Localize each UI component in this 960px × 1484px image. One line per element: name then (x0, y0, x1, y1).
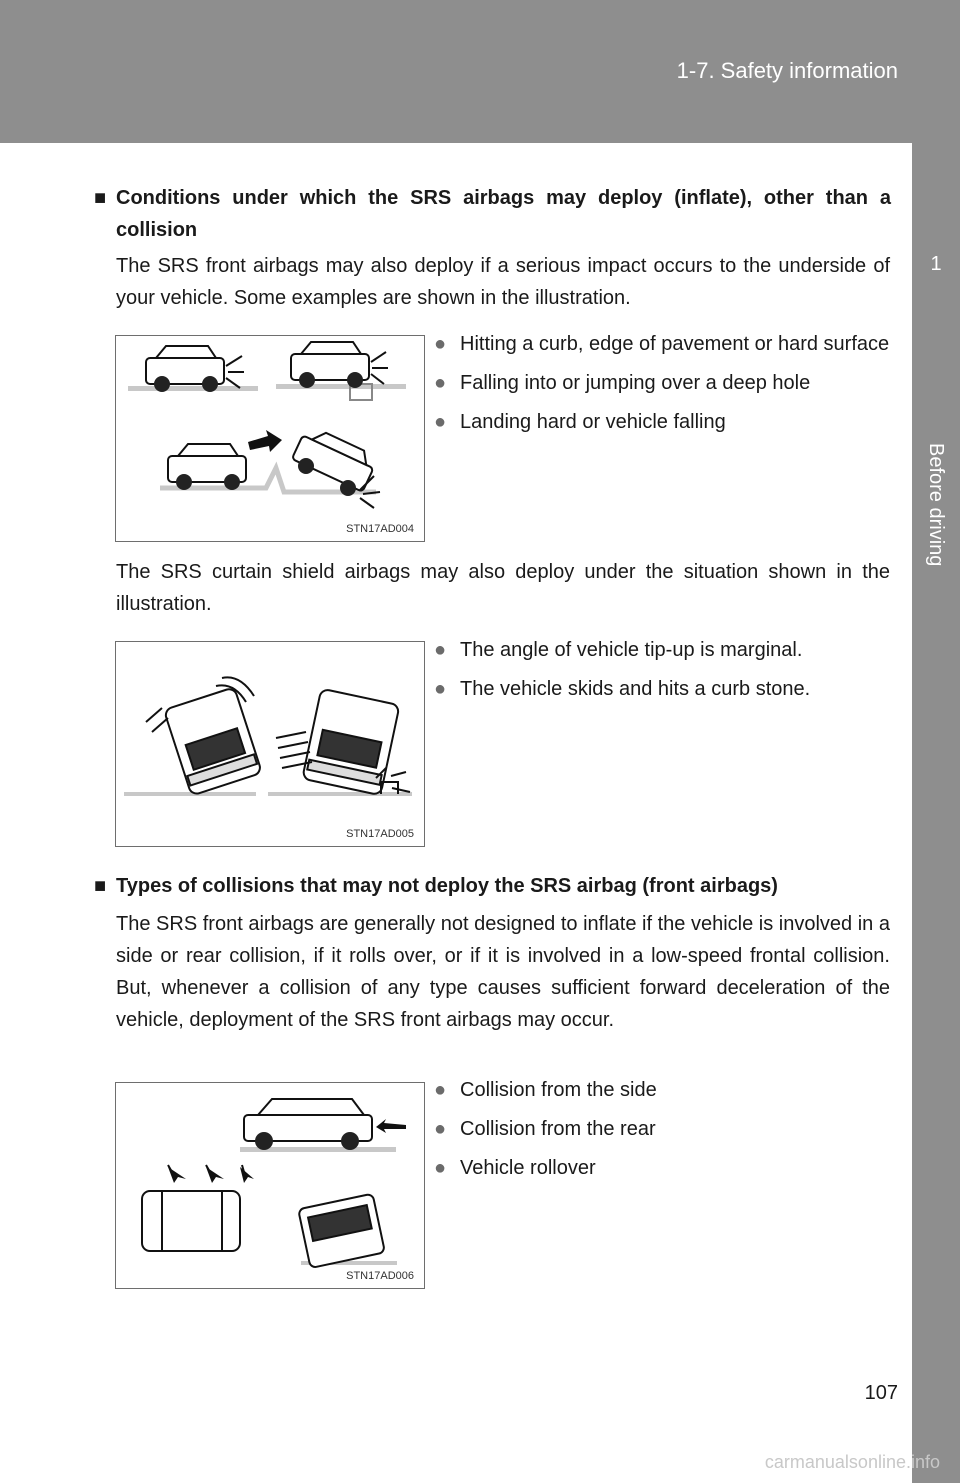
illustration-underside-impacts (115, 335, 425, 542)
suv-impact-drawing (116, 336, 426, 543)
watermark-text: carmanualsonline.info (764, 1452, 940, 1472)
bullet-dot-icon: ● (434, 333, 447, 355)
figure-code: STN17AD006 (346, 1270, 414, 1282)
tip-up-drawing (116, 642, 426, 848)
bullet-dot-icon: ● (434, 1079, 447, 1101)
bullet-list-underside (434, 330, 890, 447)
bullet-dot-icon: ● (434, 1118, 447, 1140)
bullet-dot-icon: ● (434, 1157, 447, 1179)
page-number: 107 (864, 1382, 898, 1404)
list-item: ● Landing hard or vehicle falling (434, 408, 890, 437)
chapter-number: 1 (930, 253, 942, 275)
collision-directions-drawing (116, 1083, 426, 1290)
list-item: ● Collision from the side (434, 1076, 890, 1105)
section-heading-non-deploy (94, 870, 891, 902)
list-item: ● The angle of vehicle tip-up is marginal. (434, 636, 890, 665)
heading-text: Conditions under which the SRS airbags may deploy (inflate), other than a collision (116, 187, 891, 241)
figure-code: STN17AD005 (346, 828, 414, 840)
bullet-dot-icon: ● (434, 678, 447, 700)
chapter-label: Before driving (925, 443, 947, 567)
paragraph-curtain-shield: The SRS curtain shield airbags may also deploy under the situation shown in the illustration. (116, 561, 890, 615)
section-title: 1-7. Safety information (676, 58, 898, 83)
square-bullet-icon: ■ (94, 187, 107, 209)
list-item: ● Hitting a curb, edge of pavement or hard surface (434, 330, 890, 359)
list-item: ● The vehicle skids and hits a curb stone. (434, 675, 890, 704)
figure-code: STN17AD004 (346, 523, 414, 535)
list-item: ● Collision from the rear (434, 1115, 890, 1144)
bullet-dot-icon: ● (434, 639, 447, 661)
list-item: ● Vehicle rollover (434, 1154, 890, 1183)
illustration-tip-up (115, 641, 425, 847)
bullet-list-collision-types (434, 1076, 890, 1193)
square-bullet-icon: ■ (94, 875, 107, 897)
list-item: ● Falling into or jumping over a deep hole (434, 369, 890, 398)
paragraph-underside-impact: The SRS front airbags may also deploy if a serious impact occurs to the underside of your vehicle. Some examples are shown in the illustration. (116, 255, 890, 309)
page-header (0, 0, 960, 143)
illustration-collision-directions (115, 1082, 425, 1289)
bullet-dot-icon: ● (434, 372, 447, 394)
chapter-side-tab (912, 143, 960, 1483)
bullet-dot-icon: ● (434, 411, 447, 433)
section-heading-deploy-conditions (94, 182, 891, 246)
bullet-list-tip-up (434, 636, 890, 714)
heading-text: Types of collisions that may not deploy the SRS airbag (front airbags) (116, 875, 778, 897)
paragraph-collision-types: The SRS front airbags are generally not designed to inflate if the vehicle is involved in a side or rear collision, if it rolls over, or if it is involved in a low-speed frontal collision. But, whenever a collision of any type causes sufficient forward deceleration of the vehicle, deployment of the SRS front airbags may occur. (116, 913, 890, 1031)
